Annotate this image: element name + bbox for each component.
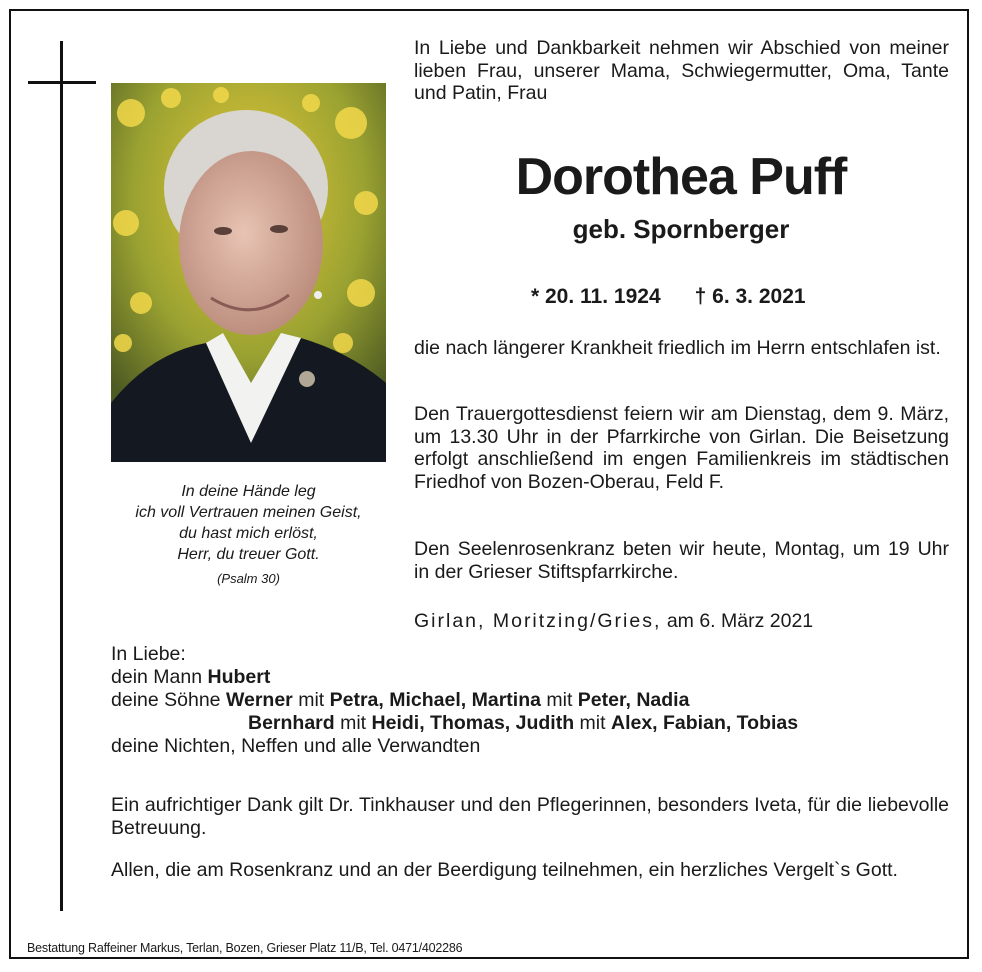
son-name: Werner xyxy=(225,689,293,711)
maiden-name: geb. Spornberger xyxy=(572,214,790,244)
husband-name: Hubert xyxy=(207,666,271,688)
family-names: Alex, Fabian, Tobias xyxy=(610,712,799,734)
family-names: Heidi, Thomas, Judith xyxy=(371,712,575,734)
funeral-home-footer: Bestattung Raffeiner Markus, Terlan, Bozen, Grieser Platz 11/B, Tel. 0471/402286 xyxy=(27,941,463,955)
son-name: Bernhard xyxy=(248,712,335,734)
psalm-line: ich voll Vertrauen meinen Geist, xyxy=(135,504,362,521)
family-names: Peter, Nadia xyxy=(577,689,690,711)
label: mit xyxy=(574,712,611,734)
portrait-photo xyxy=(111,83,386,462)
family-heading: In Liebe: xyxy=(111,643,186,665)
psalm-line: du hast mich erlöst, xyxy=(179,525,318,542)
label: dein Mann xyxy=(111,666,208,688)
birth-date: * 20. 11. 1924 xyxy=(531,285,661,308)
psalm-line: Herr, du treuer Gott. xyxy=(177,546,320,563)
label: mit xyxy=(334,712,372,734)
passing-text: die nach längerer Krankheit friedlich im Herrn entschlafen ist. xyxy=(414,337,941,359)
deceased-name: Dorothea Puff xyxy=(515,148,847,206)
funeral-text: Den Trauergottesdienst feiern wir am Dienstag, dem 9. März, um 13.30 Uhr in der Pfarrkirche von Girlan. Die Beisetzung erfolgt anschließend im engen Familienkreis im städtischen Friedhof von Bozen-Oberau, Feld F. xyxy=(414,403,949,493)
life-dates xyxy=(531,285,806,309)
psalm-line: In deine Hände leg xyxy=(181,483,316,500)
intro-text: In Liebe und Dankbarkeit nehmen wir Abschied von meiner lieben Frau, unserer Mama, Schwiegermutter, Oma, Tante und Patin, Frau xyxy=(414,37,949,104)
family-sons xyxy=(111,689,951,712)
psalm-reference: (Psalm 30) xyxy=(217,571,280,586)
rosary-text: Den Seelenrosenkranz beten wir heute, Montag, um 19 Uhr in der Grieser Stiftspfarrkirche. xyxy=(414,538,949,583)
label: mit xyxy=(540,689,578,711)
thanks-text-2: Allen, die am Rosenkranz und an der Beerdigung teilnehmen, ein herzliches Vergelt`s Gott. xyxy=(111,859,898,881)
announcement-date: am 6. März 2021 xyxy=(666,610,814,632)
death-date: † 6. 3. 2021 xyxy=(694,285,806,308)
cross-icon xyxy=(60,41,63,911)
cross-icon-bar xyxy=(28,81,96,84)
family-relatives: deine Nichten, Neffen und alle Verwandten xyxy=(111,735,481,757)
family-names: Petra, Michael, Martina xyxy=(329,689,541,711)
place-name: Girlan, Moritzing/Gries, xyxy=(414,610,662,632)
label: deine Söhne xyxy=(111,689,226,711)
place-date xyxy=(414,609,813,633)
psalm-quote xyxy=(101,481,396,589)
thanks-text: Ein aufrichtiger Dank gilt Dr. Tinkhauser und den Pflegerinnen, besonders Iveta, für die liebevolle Betreuung. xyxy=(111,794,949,839)
family-sons-2 xyxy=(111,712,951,735)
obituary-card xyxy=(9,9,969,959)
family-husband xyxy=(111,666,951,689)
label: mit xyxy=(292,689,330,711)
family-list xyxy=(111,643,951,758)
